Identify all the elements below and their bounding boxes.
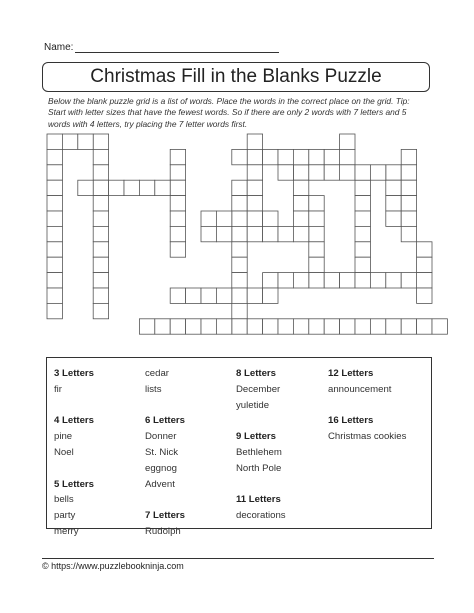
grid-cell[interactable] [386,273,401,288]
grid-cell[interactable] [170,165,185,180]
grid-cell[interactable] [78,180,93,195]
grid-cell[interactable] [401,196,416,211]
grid-cell[interactable] [170,149,185,164]
grid-cell[interactable] [247,288,262,303]
grid-cell[interactable] [401,273,416,288]
grid-cell[interactable] [293,180,308,195]
spacer [236,413,286,429]
grid-cell[interactable] [93,273,108,288]
grid-cell[interactable] [370,319,385,334]
grid-cell[interactable] [232,196,247,211]
grid-cell[interactable] [263,273,278,288]
grid-cell[interactable] [309,242,324,257]
word-group-header: 9 Letters [236,431,276,443]
grid-cell[interactable] [263,211,278,226]
grid-cell[interactable] [93,257,108,272]
grid-cell[interactable] [232,273,247,288]
grid-cell[interactable] [170,196,185,211]
word-column-4 [328,366,406,445]
grid-cell[interactable] [170,288,185,303]
instructions-text: Below the blank puzzle grid is a list of words. Place the words in the correct place on the grid. Tip: Start with letter sizes that have the fewest words. So if there are only 2 words with 7 letters and 5 words with 4 letters, try placing the 7 letter words first. [48,96,410,129]
grid-cell[interactable] [386,180,401,195]
grid-cell[interactable] [417,288,432,303]
grid-cell[interactable] [170,319,185,334]
grid-cell[interactable] [324,149,339,164]
word-column-3 [236,366,286,524]
grid-cell[interactable] [293,149,308,164]
grid-cell[interactable] [278,226,293,241]
word-item: pine [54,431,73,443]
word-item: yuletide [236,399,270,411]
grid-cell[interactable] [232,149,247,164]
grid-cell[interactable] [340,273,355,288]
grid-cell[interactable] [386,211,401,226]
grid-cell[interactable] [309,211,324,226]
grid-cell[interactable] [232,319,247,334]
grid-cell[interactable] [386,165,401,180]
word-item: North Pole [236,462,282,474]
word-item: Bethlehem [236,446,282,458]
grid-cell[interactable] [263,319,278,334]
spacer [145,398,185,414]
word-item: lists [145,383,162,395]
grid-cell[interactable] [417,242,432,257]
grid-cell[interactable] [355,242,370,257]
grid-cell[interactable] [232,211,247,226]
grid-cell[interactable] [417,319,432,334]
grid-cell[interactable] [47,165,62,180]
grid-cell[interactable] [47,149,62,164]
grid-cell[interactable] [247,149,262,164]
grid-cell[interactable] [355,319,370,334]
word-item: eggnog [145,462,178,474]
page-title: Christmas Fill in the Blanks Puzzle [90,66,382,87]
spacer [54,461,94,477]
grid-cell[interactable] [93,180,108,195]
word-group-header: 6 Letters [145,415,185,427]
grid-cell[interactable] [216,319,231,334]
grid-cell[interactable] [432,319,447,334]
grid-cell[interactable] [355,165,370,180]
word-item: bells [54,494,74,506]
grid-cell[interactable] [340,134,355,149]
word-column-1 [54,366,94,540]
grid-cell[interactable] [324,273,339,288]
grid-cell[interactable] [47,180,62,195]
grid-cell[interactable] [293,319,308,334]
word-item: announcement [328,383,392,395]
word-group-header: 4 Letters [54,415,94,427]
grid-cell[interactable] [186,288,201,303]
grid-cell[interactable] [124,180,139,195]
grid-cell[interactable] [386,319,401,334]
grid-cell[interactable] [401,226,416,241]
grid-cell[interactable] [170,226,185,241]
footer-url: © https://www.puzzlebookninja.com [42,561,184,571]
word-group-header: 12 Letters [328,368,374,379]
grid-cell[interactable] [78,134,93,149]
grid-cell[interactable] [293,273,308,288]
grid-cell[interactable] [386,196,401,211]
word-item: decorations [236,510,286,522]
grid-cell[interactable] [232,257,247,272]
word-list-box [46,357,432,537]
grid-cell[interactable] [309,149,324,164]
word-item: Donner [145,431,177,443]
grid-cell[interactable] [309,257,324,272]
grid-cell[interactable] [216,288,231,303]
grid-cell[interactable] [293,196,308,211]
grid-cell[interactable] [47,196,62,211]
word-item: fir [54,383,62,395]
grid-cell[interactable] [309,319,324,334]
grid-cell[interactable] [340,165,355,180]
grid-cell[interactable] [170,180,185,195]
grid-cell[interactable] [109,180,124,195]
grid-cell[interactable] [401,211,416,226]
spacer [328,398,406,414]
word-group-header: 8 Letters [236,368,276,379]
grid-cell[interactable] [324,319,339,334]
grid-cell[interactable] [370,273,385,288]
grid-cell[interactable] [47,134,62,149]
grid-cell[interactable] [278,165,293,180]
word-group-header: 16 Letters [328,415,374,427]
grid-cell[interactable] [139,319,154,334]
grid-cell[interactable] [355,226,370,241]
grid-cell[interactable] [170,211,185,226]
grid-cell[interactable] [263,149,278,164]
footer-divider [42,558,434,559]
grid-cell[interactable] [170,242,185,257]
grid-cell[interactable] [201,288,216,303]
word-group-header: 11 Letters [236,494,281,506]
word-item: Noel [54,446,74,458]
grid-cell[interactable] [232,180,247,195]
grid-cell[interactable] [370,165,385,180]
word-item: cedar [145,368,169,379]
grid-cell[interactable] [278,149,293,164]
grid-cell[interactable] [263,226,278,241]
grid-cell[interactable] [186,319,201,334]
spacer [145,492,185,508]
grid-cell[interactable] [47,288,62,303]
grid-cell[interactable] [139,180,154,195]
name-label: Name: [44,42,74,53]
grid-cell[interactable] [278,273,293,288]
grid-cell[interactable] [93,134,108,149]
grid-cell[interactable] [201,211,216,226]
word-item: party [54,510,76,522]
grid-cell[interactable] [247,134,262,149]
grid-cell[interactable] [309,273,324,288]
grid-cell[interactable] [201,319,216,334]
spacer [54,398,94,414]
grid-cell[interactable] [93,211,108,226]
grid-cell[interactable] [247,180,262,195]
grid-cell[interactable] [47,257,62,272]
grid-cell[interactable] [247,165,262,180]
grid-cell[interactable] [278,319,293,334]
grid-cell[interactable] [401,319,416,334]
grid-cell[interactable] [355,273,370,288]
grid-cell[interactable] [93,242,108,257]
grid-cell[interactable] [93,303,108,318]
word-item: merry [54,525,79,537]
grid-cell[interactable] [247,196,262,211]
grid-cell[interactable] [155,319,170,334]
grid-cell[interactable] [401,149,416,164]
grid-cell[interactable] [247,226,262,241]
word-group-header: 7 Letters [145,510,185,522]
grid-cell[interactable] [417,257,432,272]
grid-cell[interactable] [201,226,216,241]
word-column-2 [145,366,185,540]
grid-cell[interactable] [93,226,108,241]
grid-cell[interactable] [155,180,170,195]
grid-cell[interactable] [93,196,108,211]
grid-cell[interactable] [340,149,355,164]
grid-cell[interactable] [309,196,324,211]
grid-cell[interactable] [263,288,278,303]
grid-cell[interactable] [232,288,247,303]
grid-cell[interactable] [232,303,247,318]
word-item: St. Nick [145,446,179,458]
grid-cell[interactable] [47,303,62,318]
grid-cell[interactable] [93,149,108,164]
grid-cell[interactable] [232,226,247,241]
grid-cell[interactable] [309,226,324,241]
word-item: Christmas cookies [328,431,407,443]
grid-cell[interactable] [247,319,262,334]
grid-cell[interactable] [401,165,416,180]
spacer [236,477,286,493]
grid-cell[interactable] [401,180,416,195]
grid-cell[interactable] [216,211,231,226]
grid-cell[interactable] [216,226,231,241]
grid-cell[interactable] [293,165,308,180]
grid-cell[interactable] [417,273,432,288]
grid-cell[interactable] [47,211,62,226]
grid-cell[interactable] [93,288,108,303]
grid-cell[interactable] [355,211,370,226]
grid-cell[interactable] [93,165,108,180]
grid-cell[interactable] [47,226,62,241]
word-item: Advent [145,478,175,490]
grid-cell[interactable] [309,165,324,180]
word-group-header: 3 Letters [54,368,94,379]
grid-cell[interactable] [62,134,77,149]
grid-cell[interactable] [47,273,62,288]
grid-cell[interactable] [232,242,247,257]
grid-cell[interactable] [47,242,62,257]
grid-cell[interactable] [293,211,308,226]
grid-cell[interactable] [355,257,370,272]
grid-cell[interactable] [340,319,355,334]
grid-cell[interactable] [293,226,308,241]
grid-cell[interactable] [355,180,370,195]
word-group-header: 5 Letters [54,478,94,490]
grid-cell[interactable] [324,165,339,180]
word-item: Rudolph [145,525,181,537]
grid-cell[interactable] [355,196,370,211]
word-item: December [236,383,281,395]
grid-cell[interactable] [247,211,262,226]
